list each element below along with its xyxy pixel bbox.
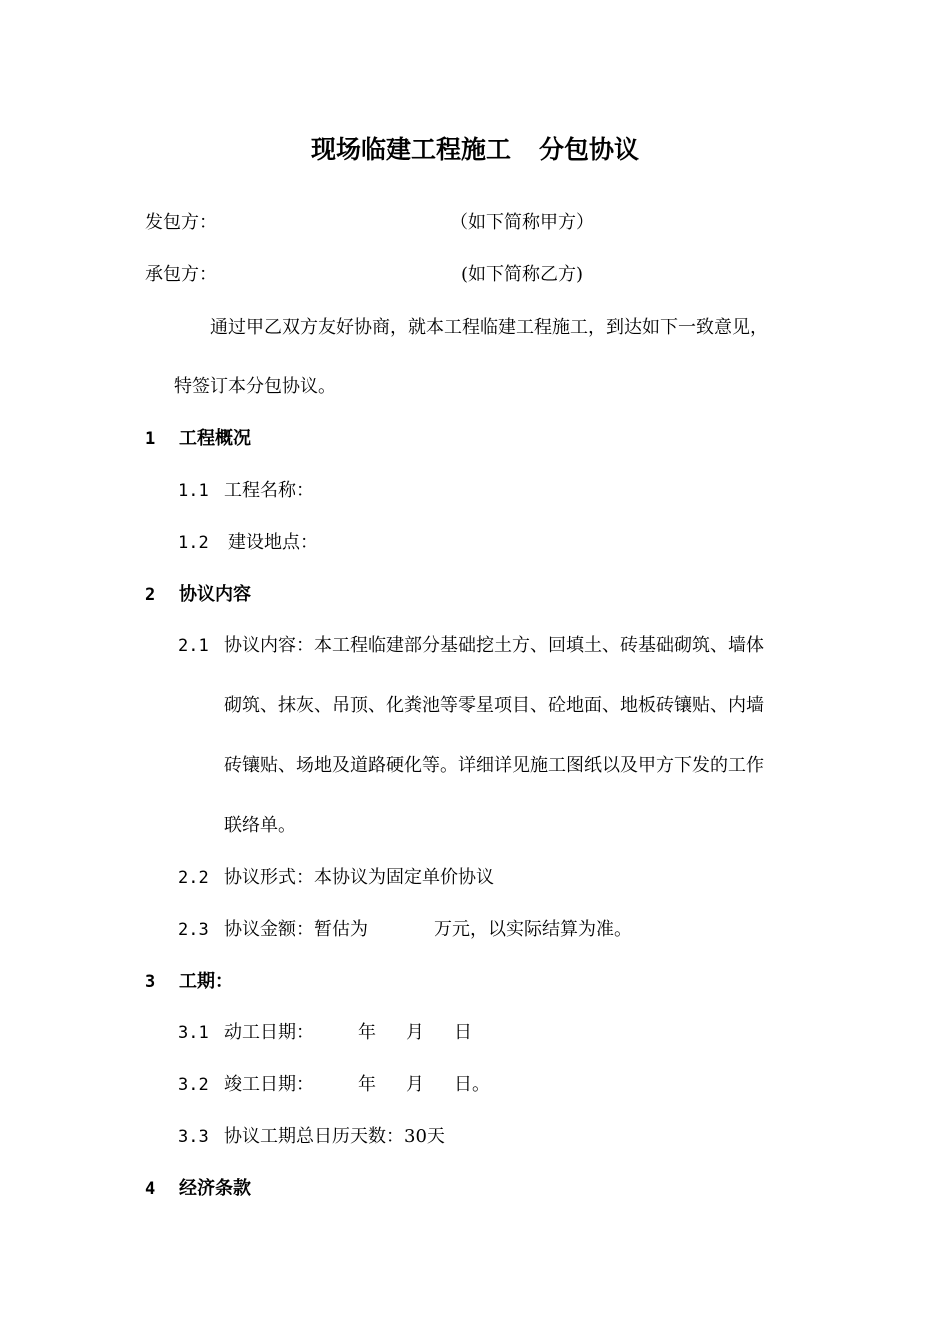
item-2-1: 2.1 协议内容：本工程临建部分基础挖土方、回填土、砖基础砌筑、墙体 [178,635,764,656]
item-2-1-line-4: 联络单。 [224,815,296,836]
section-3-heading: 3 工期： [145,971,233,992]
title-part-1: 现场临建工程施工 [310,135,511,164]
item-2-3: 2.3 协议金额：暂估为 [178,919,368,940]
item-3-2-year: 年 [358,1074,376,1095]
section-4-heading: 4 经济条款 [145,1178,251,1199]
item-2-3-rest: 万元，以实际结算为准。 [434,919,632,940]
item-1-2: 1.2 建设地点： [178,532,318,553]
party-b-note: (如下简称乙方) [461,264,584,285]
item-3-1-month: 月 [406,1022,424,1043]
item-3-1: 3.1 动工日期： [178,1022,314,1043]
item-2-2: 2.2 协议形式：本协议为固定单价协议 [178,867,494,888]
item-3-2-month: 月 [406,1074,424,1095]
section-1-heading: 1 工程概况 [145,428,251,449]
party-a-note: （如下简称甲方） [450,212,594,233]
item-2-1-line-3: 砖镶贴、场地及道路硬化等。详细详见施工图纸以及甲方下发的工作 [224,755,764,776]
item-1-1: 1.1 工程名称： [178,480,314,501]
party-b-label: 承包方： [145,264,217,285]
item-3-1-year: 年 [358,1022,376,1043]
party-a-label: 发包方： [145,212,217,233]
item-3-3: 3.3 协议工期总日历天数：30天 [178,1126,445,1147]
intro-line-2: 特签订本分包协议。 [174,376,336,397]
section-2-heading: 2 协议内容 [145,584,251,605]
title-part-2: 分包协议 [539,135,640,164]
document-title [0,134,950,166]
item-3-1-day: 日 [454,1022,472,1043]
item-3-2: 3.2 竣工日期： [178,1074,314,1095]
item-2-1-line-2: 砌筑、抹灰、吊顶、化粪池等零星项目、砼地面、地板砖镶贴、内墙 [224,695,764,716]
intro-line-1: 通过甲乙双方友好协商，就本工程临建工程施工，到达如下一致意见， [210,317,768,338]
item-3-2-day: 日。 [454,1074,490,1095]
